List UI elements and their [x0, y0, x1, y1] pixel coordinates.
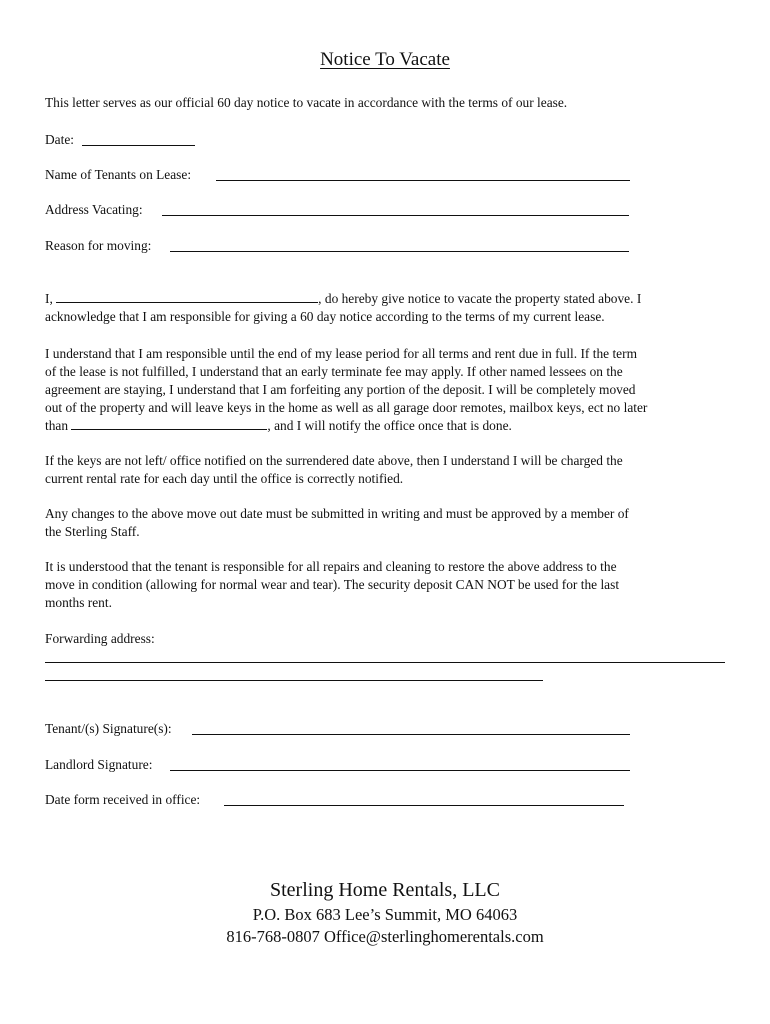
responsibility-line4: out of the property and will leave keys in the home as well as all garage door remotes, mailbox keys, ect no later [45, 400, 648, 415]
forwarding-address-label: Forwarding address: [45, 631, 155, 646]
keys-line1: If the keys are not left/ office notified on the surrendered date above, then I understand I will be charged the [45, 453, 623, 468]
tenant-name-blank[interactable] [56, 290, 318, 303]
repairs-line3: months rent. [45, 595, 112, 610]
changes-line2: the Sterling Staff. [45, 524, 140, 539]
declaration-line1-suffix: , do hereby give notice to vacate the property stated above. I [318, 291, 642, 306]
document-title: Notice To Vacate [320, 49, 450, 70]
responsibility-line1: I understand that I am responsible until the end of my lease period for all terms and rent due in full. If the term [45, 346, 637, 361]
repairs-line2: move in condition (allowing for normal wear and tear). The security deposit CAN NOT be used for the last [45, 577, 620, 592]
declaration-prefix: I, [45, 291, 53, 306]
reason-field-line[interactable] [170, 251, 629, 252]
landlord-signature-line[interactable] [170, 770, 630, 771]
date-field-line[interactable] [82, 145, 195, 146]
tenants-field-line[interactable] [216, 180, 630, 181]
company-address: P.O. Box 683 Lee’s Summit, MO 64063 [252, 905, 518, 924]
date-label: Date: [45, 132, 74, 147]
move-out-date-blank[interactable] [71, 417, 267, 430]
repairs-paragraph [45, 558, 735, 612]
responsibility-line2: of the lease is not fulfilled, I understand that an early terminate fee may apply. If other named lessees on the [45, 364, 623, 379]
responsibility-line3: agreement are staying, I understand that I am forfeiting any portion of the deposit. I will be completely moved [45, 382, 636, 397]
reason-label: Reason for moving: [45, 238, 152, 253]
changes-paragraph [45, 505, 735, 541]
repairs-line1: It is understood that the tenant is responsible for all repairs and cleaning to restore the above address to the [45, 559, 617, 574]
tenant-signature-label: Tenant/(s) Signature(s): [45, 721, 172, 736]
tenant-signature-line[interactable] [192, 734, 630, 735]
keys-line2: current rental rate for each day until the office is correctly notified. [45, 471, 404, 486]
date-received-label: Date form received in office: [45, 792, 201, 807]
forwarding-address-line-2[interactable] [45, 680, 543, 681]
responsibility-line5-prefix: than [45, 418, 69, 433]
declaration-line2: acknowledge that I am responsible for giving a 60 day notice according to the terms of my current lease. [45, 309, 605, 324]
company-contact: 816-768-0807 Office@sterlinghomerentals.com [226, 927, 544, 946]
landlord-signature-label: Landlord Signature: [45, 757, 153, 772]
keys-paragraph [45, 452, 735, 488]
forwarding-address-line-1[interactable] [45, 662, 725, 663]
company-name: Sterling Home Rentals, LLC [270, 879, 500, 901]
address-vacating-label: Address Vacating: [45, 202, 143, 217]
responsibility-line5-suffix: , and I will notify the office once that is done. [267, 418, 512, 433]
declaration-paragraph [45, 290, 735, 326]
responsibility-paragraph [45, 345, 735, 435]
intro-text: This letter serves as our official 60 day notice to vacate in accordance with the terms of our lease. [45, 95, 568, 110]
tenants-label: Name of Tenants on Lease: [45, 167, 192, 182]
address-vacating-field-line[interactable] [162, 215, 629, 216]
date-received-line[interactable] [224, 805, 624, 806]
changes-line1: Any changes to the above move out date must be submitted in writing and must be approved by a member of [45, 506, 629, 521]
